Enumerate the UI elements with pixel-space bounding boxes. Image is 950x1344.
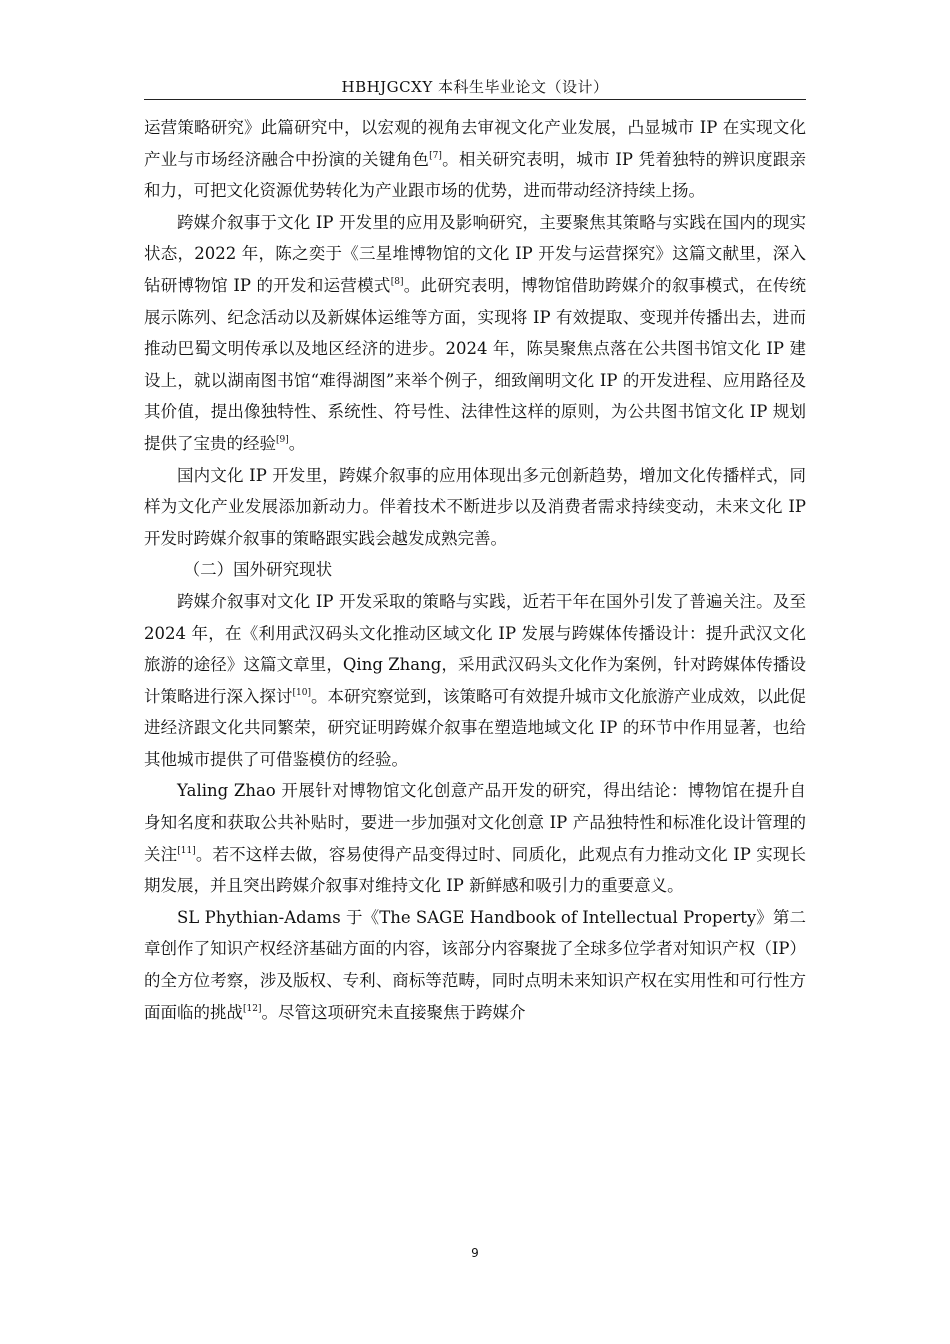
citation-12: [12] xyxy=(243,1003,262,1014)
paragraph-text: 。相关研究表明，城市 IP 凭着独特的辨识度跟亲和力，可把文化资源优势转化为产业跟市场的优势，进而带动经济持续上扬。 xyxy=(144,149,806,201)
paragraph-text: 跨媒介叙事对文化 IP 开发采取的策略与实践，近若干年在国外引发了普遍关注。及至 2024 年，在《利用武汉码头文化推动区域文化 IP 发展与跨媒体传播设计：提升武汉文化旅游的途径》这篇文章里，Qing Zhang，采用武汉码头文化作为案例，针对跨媒体传播设计策略进行深入探讨 xyxy=(144,591,806,706)
paragraph-text: Yaling Zhao 开展针对博物馆文化创意产品开发的研究，得出结论：博物馆在提升自身知名度和获取公共补贴时，要进一步加强对文化创意 IP 产品独特性和标准化设计管理的关注 xyxy=(144,781,806,864)
section-heading: （二）国外研究现状 xyxy=(183,560,333,580)
citation-9: [9] xyxy=(276,434,289,445)
paragraph-4 xyxy=(144,586,806,776)
paragraph-text: 跨媒介叙事于文化 IP 开发里的应用及影响研究，主要聚焦其策略与实践在国内的现实状态，2022 年，陈之奕于《三星堆博物馆的文化 IP 开发与运营探究》这篇文献里，深入钻研博物馆 IP 的开发和运营模式 xyxy=(144,212,806,295)
paragraph-text: 。 xyxy=(288,433,306,453)
citation-7: [7] xyxy=(429,150,442,161)
paragraph-text: 。尽管这项研究未直接聚焦于跨媒介 xyxy=(261,1002,526,1022)
citation-10: [10] xyxy=(292,687,311,698)
page-number: 9 xyxy=(471,1246,479,1260)
citation-8: [8] xyxy=(390,276,404,287)
body-text xyxy=(144,112,806,1028)
paragraph-text: SL Phythian-Adams 于《The SAGE Handbook of Intellectual Property》第二章创作了知识产权经济基础方面的内容，该部分内容聚拢了全球多位学者对知识产权（IP）的全方位考察，涉及版权、专利、商标等范畴，同时点明未来知识产权在实用性和可行性方面面临的挑战 xyxy=(144,907,806,1022)
paragraph-text: 。若不这样去做，容易使得产品变得过时、同质化，此观点有力推动文化 IP 实现长期发展，并且突出跨媒介叙事对维持文化 IP 新鲜感和吸引力的重要意义。 xyxy=(144,844,806,896)
paragraph-2 xyxy=(144,207,806,460)
running-header: HBHJGCXY 本科生毕业论文（设计） xyxy=(341,78,609,96)
paragraph-6 xyxy=(144,902,806,1028)
paragraph-text: 。本研究察觉到，该策略可有效提升城市文化旅游产业成效，以此促进经济跟文化共同繁荣，研究证明跨媒介叙事在塑造地域文化 IP 的环节中作用显著，也给其他城市提供了可借鉴模仿的经验。 xyxy=(144,686,807,769)
paragraph-3 xyxy=(144,460,806,555)
paragraph-1 xyxy=(144,112,806,207)
header-rule xyxy=(144,99,806,100)
paragraph-text: 。此研究表明，博物馆借助跨媒介的叙事模式，在传统展示陈列、纪念活动以及新媒体运维等方面，实现将 IP 有效提取、变现并传播出去，进而推动巴蜀文明传承以及地区经济的进步。2024 年，陈昊聚焦点落在公共图书馆文化 IP 建设上，就以湖南图书馆“难得湖图”来举个例子，细致阐明文化 IP 的开发进程、应用路径及其价值，提出像独特性、系统性、符号性、法律性这样的原则，为公共图书馆文化 IP 规划提供了宝贵的经验 xyxy=(144,275,806,453)
citation-11: [11] xyxy=(177,845,196,856)
paragraph-text: 运营策略研究》此篇研究中，以宏观的视角去审视文化产业发展，凸显城市 IP 在实现文化产业与市场经济融合中扮演的关键角色 xyxy=(144,118,806,169)
paragraph-5 xyxy=(144,775,806,901)
paragraph-text: 国内文化 IP 开发里，跨媒介叙事的应用体现出多元创新趋势，增加文化传播样式，同样为文化产业发展添加新动力。伴着技术不断进步以及消费者需求持续变动，未来文化 IP 开发时跨媒介叙事的策略跟实践会越发成熟完善。 xyxy=(144,465,806,548)
